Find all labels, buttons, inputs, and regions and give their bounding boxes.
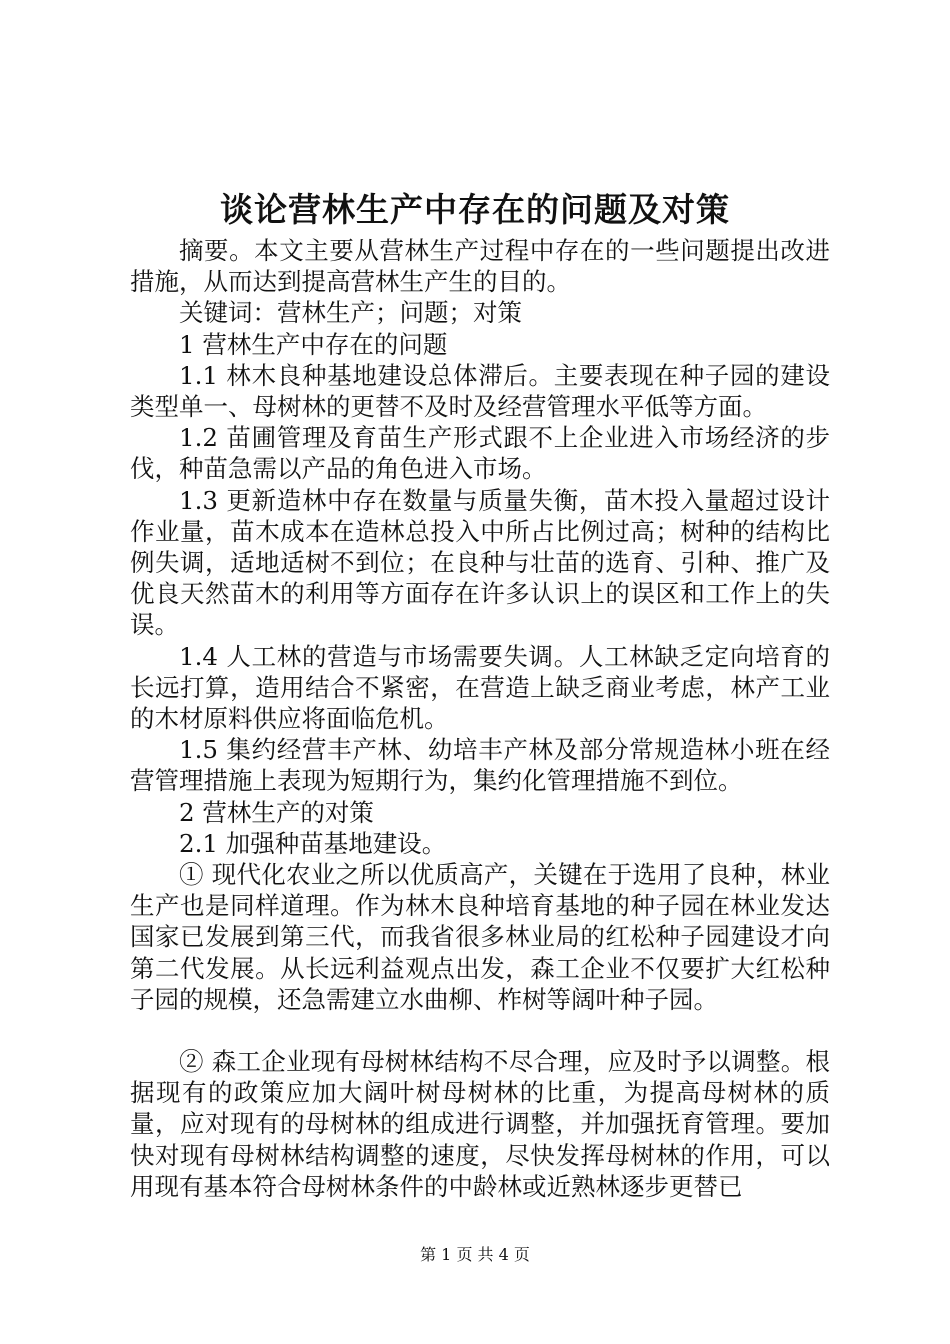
paragraph-1-3: 1.3 更新造林中存在数量与质量失衡，苗木投入量超过设计作业量，苗木成本在造林总投入中所占比例过高；树种的结构比例失调，适地适树不到位；在良种与壮苗的选育、引种、推广及优良天然苗木的利用等方面存在许多认识上的误区和工作上的失误。 xyxy=(130,485,830,640)
document-body xyxy=(130,235,830,1202)
abstract-paragraph: 摘要。本文主要从营林生产过程中存在的一些问题提出改进措施，从而达到提高营林生产生的目的。 xyxy=(130,236,830,297)
paragraph-1-4: 1.4 人工林的营造与市场需要失调。人工林缺乏定向培育的长远打算，造用结合不紧密，在营造上缺乏商业考虑，林产工业的木材原料供应将面临危机。 xyxy=(130,641,830,734)
section-heading-1: 1 营林生产中存在的问题 xyxy=(179,329,448,359)
paragraph-item-1: ① 现代化农业之所以优质高产，关键在于选用了良种，林业生产也是同样道理。作为林木良种培育基地的种子园在林业发达国家已发展到第三代，而我省很多林业局的红松种子园建设才向第二代发展。从长远利益观点出发，森工企业不仅要扩大红松种子园的规模，还急需建立水曲柳、柞树等阔叶种子园。 xyxy=(130,860,830,1014)
paragraph-1-1: 1.1 林木良种基地建设总体滞后。主要表现在种子园的建设类型单一、母树林的更替不及时及经营管理水平低等方面。 xyxy=(130,360,830,422)
paragraph-2-1: 2.1 加强种苗基地建设。 xyxy=(179,828,447,858)
paragraph-item-2: ② 森工企业现有母树林结构不尽合理，应及时予以调整。根据现有的政策应加大阔叶树母树林的比重，为提高母树林的质量，应对现有的母树林的组成进行调整，并加强抚育管理。要加快对现有母树林结构调整的速度，尽快发挥母树林的作用，可以用现有基本符合母树林条件的中龄林或近熟林逐步更替已 xyxy=(130,1047,830,1201)
keywords-paragraph: 关键词：营林生产；问题；对策 xyxy=(179,298,522,328)
document-title: 谈论营林生产中存在的问题及对策 xyxy=(220,190,730,229)
paragraph-1-2: 1.2 苗圃管理及育苗生产形式跟不上企业进入市场经济的步伐，种苗急需以产品的角色进入市场。 xyxy=(130,423,830,484)
section-heading-2: 2 营林生产的对策 xyxy=(179,797,374,827)
paragraph-1-5: 1.5 集约经营丰产林、幼培丰产林及部分常规造林小班在经营管理措施上表现为短期行为，集约化管理措施不到位。 xyxy=(130,735,830,796)
page-footer: 第 1 页 共 4 页 xyxy=(420,1245,530,1264)
